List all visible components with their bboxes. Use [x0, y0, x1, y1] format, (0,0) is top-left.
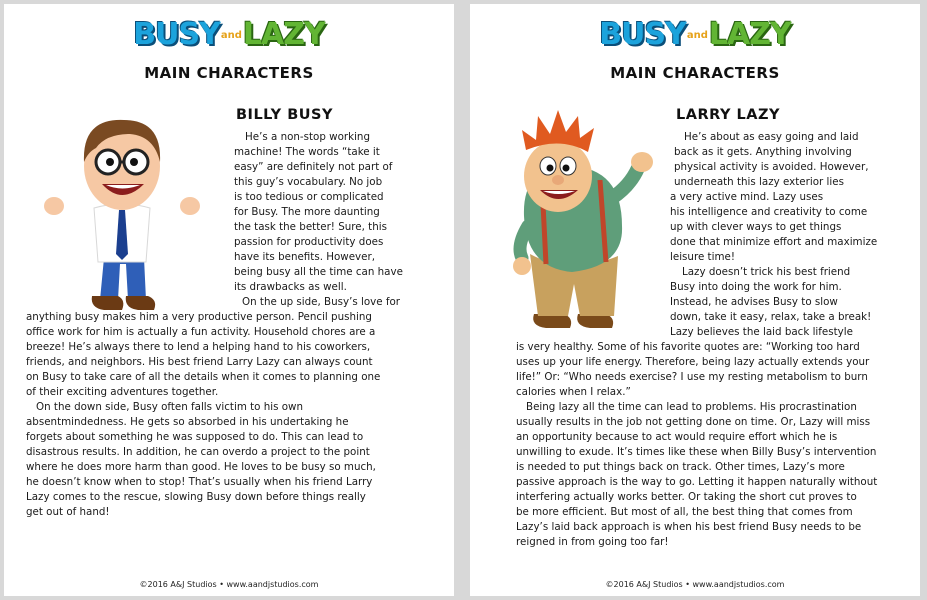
text-line: passive approach is the way to go. Letting it happen naturally without [516, 476, 878, 488]
text-line: where he does more harm than good. He loves to be busy so much, [26, 461, 376, 473]
text-line: an opportunity because to act would require effort which he is [516, 431, 838, 443]
text-line: physical activity is avoided. However, [674, 161, 869, 173]
text-line: back as it gets. Anything involving [674, 146, 852, 158]
text-line: underneath this lazy exterior lies [674, 176, 844, 188]
text-line: a very active mind. Lazy uses [670, 191, 824, 203]
text-line: office work for him is actually a fun activity. Household chores are a [26, 326, 376, 338]
text-line: Lazy doesn’t trick his best friend [682, 266, 851, 278]
text-line: Being lazy all the time can lead to problems. His procrastination [526, 401, 857, 413]
left-page [4, 4, 454, 596]
text-line: breeze! He’s always there to lend a helping hand to his coworkers, [26, 341, 371, 353]
text-line: He’s a non-stop working [245, 131, 370, 143]
text-line: friends, and neighbors. His best friend Larry Lazy can always count [26, 356, 373, 368]
text-line: reigned in from going too far! [516, 536, 669, 548]
text-line: uses up your life energy. Therefore, being lazy actually extends your [516, 356, 870, 368]
text-line: this guy’s vocabulary. No job [234, 176, 383, 188]
text-line: Busy into doing the work for him. [670, 281, 842, 293]
character-description [4, 130, 403, 520]
logo-busy: BUSY [133, 17, 220, 52]
character-description [470, 130, 877, 550]
logo-lazy: LAZY [242, 17, 325, 52]
section-heading: MAIN CHARACTERS [144, 64, 314, 82]
text-line: On the up side, Busy’s love for [242, 296, 401, 308]
logo-and: and [220, 29, 242, 41]
section-heading: MAIN CHARACTERS [610, 64, 780, 82]
text-line: down, take it easy, relax, take a break! [670, 311, 872, 323]
footer-copyright: ©2016 A&J Studios • www.aandjstudios.com [139, 580, 319, 589]
text-line: being busy all the time can have [234, 266, 403, 278]
text-line: is very healthy. Some of his favorite quotes are: “Working too hard [516, 341, 860, 353]
brand-logo [4, 18, 454, 53]
text-line: his intelligence and creativity to come [670, 206, 868, 218]
text-line: is too tedious or complicated [234, 191, 384, 203]
text-line: its drawbacks as well. [234, 281, 347, 293]
text-line: disastrous results. In addition, he can overdo a project to the point [26, 446, 370, 458]
text-line: done that minimize effort and maximize [670, 236, 878, 248]
text-line: machine! The words “take it [234, 146, 380, 158]
text-line: easy” are definitely not part of [234, 161, 393, 173]
text-line: absentmindedness. He gets so absorbed in his undertaking he [26, 416, 349, 428]
text-line: Lazy’s laid back approach is when his best friend Busy needs to be [516, 521, 862, 533]
text-line: leisure time! [670, 251, 735, 263]
text-line: for Busy. The more daunting [234, 206, 380, 218]
text-line: Instead, he advises Busy to slow [670, 296, 838, 308]
text-line: up with clever ways to get things [670, 221, 842, 233]
text-line: Lazy believes the laid back lifestyle [670, 326, 853, 338]
text-line: have its benefits. However, [234, 251, 375, 263]
text-line: Lazy comes to the rescue, slowing Busy down before things really [26, 491, 366, 503]
text-line: forgets about something he was supposed to do. This can lead to [26, 431, 364, 443]
footer-copyright: ©2016 A&J Studios • www.aandjstudios.com [605, 580, 785, 589]
text-line: is needed to put things back on track. Other times, Lazy’s more [516, 461, 845, 473]
brand-logo [470, 18, 920, 53]
text-line: unwilling to exude. It’s times like these when Billy Busy’s intervention [516, 446, 877, 458]
text-line: He’s about as easy going and laid [684, 131, 859, 143]
text-line: interfering actually works better. Or taking the short cut proves to [516, 491, 857, 503]
text-line: be more efficient. But most of all, the best thing that comes from [516, 506, 853, 518]
text-line: anything busy makes him a very productive person. Pencil pushing [26, 311, 372, 323]
logo-busy: BUSY [599, 17, 686, 52]
text-line: on Busy to take care of all the details when it comes to planning one [26, 371, 381, 383]
logo-lazy: LAZY [708, 17, 791, 52]
character-name: BILLY BUSY [236, 107, 333, 123]
text-line: life!” Or: “Who needs exercise? I use my resting metabolism to burn [516, 371, 868, 383]
character-name: LARRY LAZY [676, 107, 781, 123]
text-line: get out of hand! [26, 506, 110, 518]
text-line: of their exciting adventures together. [26, 386, 219, 398]
text-line: he doesn’t know when to stop! That’s usually when his friend Larry [26, 476, 373, 488]
text-line: calories when I relax.” [516, 386, 631, 398]
text-line: usually results in the job not getting done on time. Or, Lazy will miss [516, 416, 871, 428]
text-line: passion for productivity does [234, 236, 384, 248]
right-page [470, 4, 920, 596]
logo-and: and [686, 29, 708, 41]
text-line: the task the better! Sure, this [234, 221, 387, 233]
text-line: On the down side, Busy often falls victim to his own [36, 401, 304, 413]
